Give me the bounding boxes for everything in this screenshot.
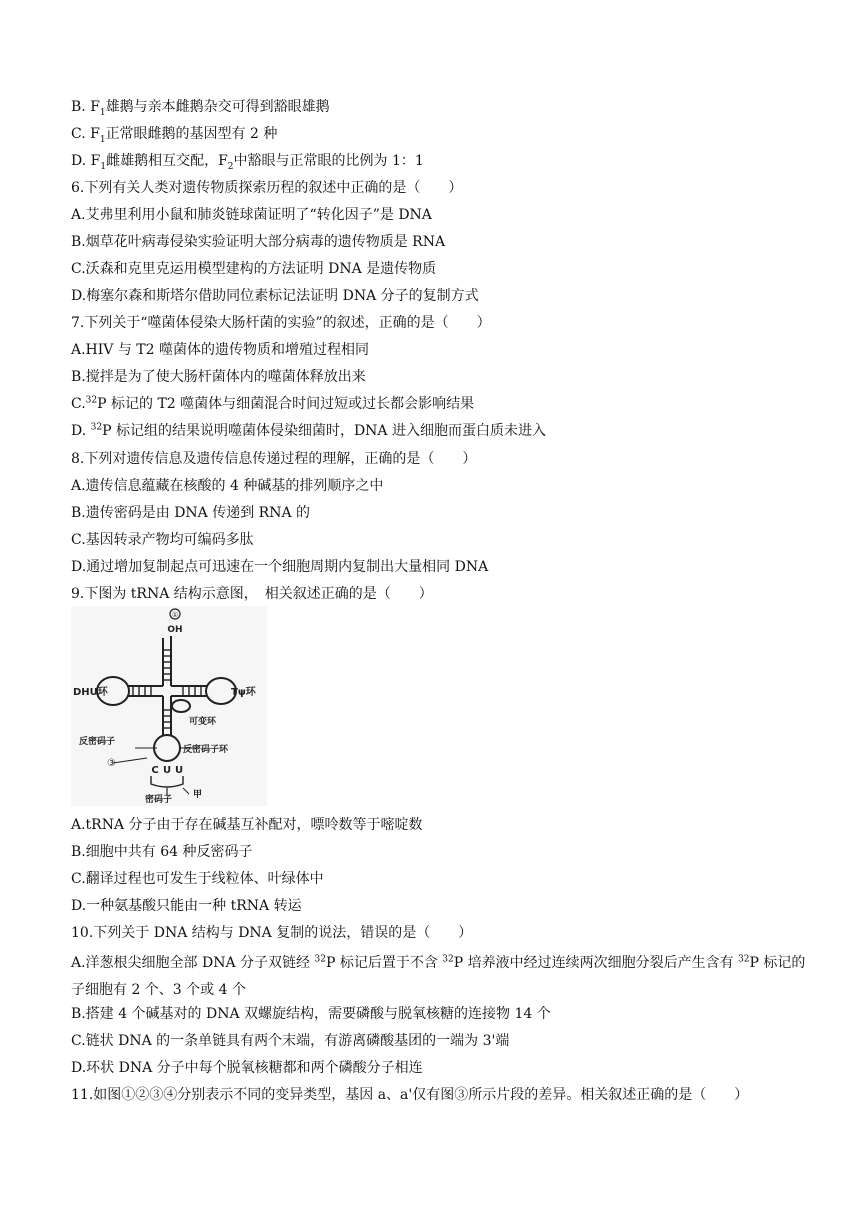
q10-option-d: D.环状 DNA 分子中每个脱氧核糖都和两个磷酸分子相连: [71, 1060, 423, 1076]
q10-stem: 10.下列关于 DNA 结构与 DNA 复制的说法，错误的是（ ）: [71, 925, 473, 941]
q7-stem: 7.下列关于“噬菌体侵染大肠杆菌的实验”的叙述，正确的是（ ）: [71, 315, 491, 331]
q8-option-a: A.遗传信息蕴藏在核酸的 4 种碱基的排列顺序之中: [71, 478, 384, 494]
q5-option-c: C. $F_1$正常眼雌鹅的基因型有 2 种: [71, 126, 278, 145]
q6-option-b: B.烟草花叶病毒侵染实验证明大部分病毒的遗传物质是 RNA: [71, 234, 446, 250]
q8-option-d: D.通过增加复制起点可迅速在一个细胞周期内复制出大量相同 DNA: [71, 559, 489, 575]
q10-option-c: C.链状 DNA 的一条单链具有两个末端，有游离磷酸基团的一端为 3'端: [71, 1033, 510, 1049]
q9-option-b: B.细胞中共有 64 种反密码子: [71, 844, 253, 860]
circle-1-label: ①: [171, 611, 179, 619]
q7-option-d: D. $^{32}$P 标记组的结果说明噬菌体侵染细菌时，DNA 进入细胞而蛋白质未进入: [71, 422, 546, 439]
dhu-loop-label: DHU环: [73, 687, 108, 698]
codon-label: 密码子: [145, 795, 173, 805]
q6-option-d: D.梅塞尔森和斯塔尔借助同位素标记法证明 DNA 分子的复制方式: [71, 288, 479, 304]
q9-option-a: A.tRNA 分子由于存在碱基互补配对，嘌呤数等于嘧啶数: [71, 817, 423, 833]
jia-label: 甲: [193, 790, 203, 800]
q10-option-b: B.搭建 4 个碱基对的 DNA 双螺旋结构，需要磷酸与脱氧核糖的连接物 14 个: [71, 1006, 551, 1022]
q9-stem: 9.下图为 tRNA 结构示意图， 相关叙述正确的是（ ）: [71, 586, 433, 602]
q7-option-a: A.HIV 与 T2 噬菌体的遗传物质和增殖过程相同: [71, 342, 370, 358]
q6-stem: 6.下列有关人类对遗传物质探索历程的叙述中正确的是（ ）: [71, 180, 463, 196]
tpsi-loop-label: Tψ环: [231, 687, 256, 698]
base-2: U: [162, 765, 172, 776]
q11-stem: 11.如图①②③④分别表示不同的变异类型，基因 a、a'仅有图③所示片段的差异。相关叙述正确的是（ ）: [71, 1087, 749, 1103]
q8-option-c: C.基因转录产物均可编码多肽: [71, 532, 254, 548]
q10-option-a: A.洋葱根尖细胞全部 DNA 分子双链经 $^{32}$P 标记后置于不含 $^{32}$P 培养液中经过连续两次细胞分裂后产生含有 $^{32}$P 标记的子细胞有 2 个、3 个或 4 个: [71, 954, 806, 998]
anticodon-label: 反密码子: [79, 737, 116, 747]
q8-stem: 8.下列对遗传信息及遗传信息传递过程的理解，正确的是（ ）: [71, 451, 477, 467]
trna-structure-diagram: [71, 606, 267, 806]
q9-option-d: D.一种氨基酸只能由一种 tRNA 转运: [71, 898, 302, 914]
base-1: C: [151, 765, 159, 776]
anticodon-loop-label: 反密码子环: [183, 745, 229, 755]
q8-option-b: B.遗传密码是由 DNA 传递到 RNA 的: [71, 505, 311, 521]
q7-option-c: C.$^{32}$P 标记的 T2 噬菌体与细菌混合时间过短或过长都会影响结果: [71, 395, 475, 412]
q6-option-c: C.沃森和克里克运用模型建构的方法证明 DNA 是遗传物质: [71, 261, 437, 277]
q9-option-c: C.翻译过程也可发生于线粒体、叶绿体中: [71, 871, 324, 887]
q5-option-d: D. $F_1$雌雄鹅相互交配，$F_2$中豁眼与正常眼的比例为 1：1: [71, 153, 424, 172]
base-3: U: [174, 765, 184, 776]
q5-option-b: B. $F_1$雄鹅与亲本雌鹅杂交可得到豁眼雄鹅: [71, 99, 330, 118]
circle-3-label: ③: [107, 758, 116, 769]
variable-loop-label: 可变环: [189, 717, 217, 727]
q7-option-b: B.搅拌是为了使大肠杆菌体内的噬菌体释放出来: [71, 369, 366, 385]
oh-label: OH: [167, 625, 183, 635]
q6-option-a: A.艾弗里利用小鼠和肺炎链球菌证明了“转化因子”是 DNA: [71, 207, 432, 223]
